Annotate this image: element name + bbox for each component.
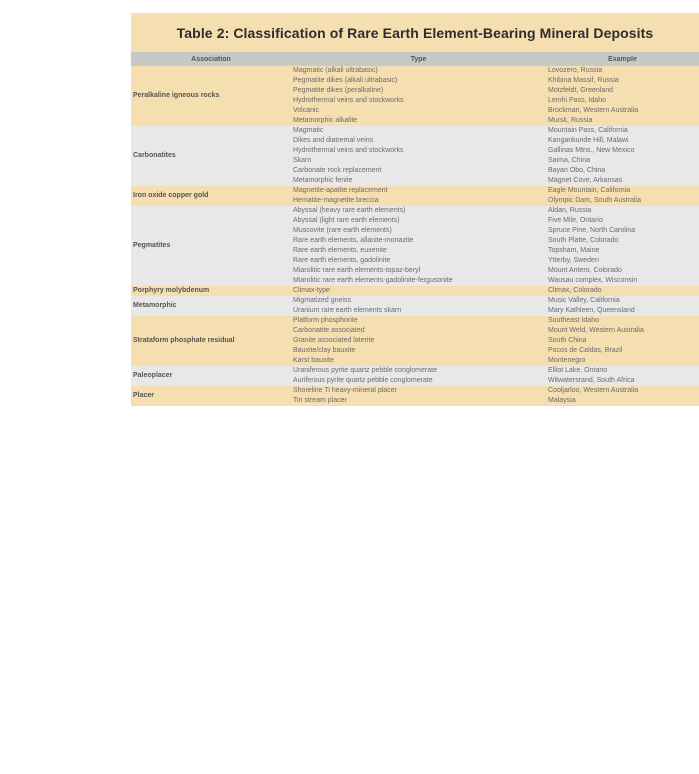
example-cell: South Platte, Colorado: [546, 236, 699, 246]
association-cell: Metamorphic: [131, 296, 291, 316]
example-cell: Topsham, Maine: [546, 246, 699, 256]
type-cell: Uraniferous pyrite quartz pebble conglomerate: [291, 366, 546, 376]
example-cell: Montenegro: [546, 356, 699, 366]
type-cell: Miarolitic rare earth elements-gadolinite-fergusonite: [291, 276, 546, 286]
classification-table: [131, 52, 699, 406]
table-row: [131, 296, 699, 306]
example-cell: Lemhi Pass, Idaho: [546, 96, 699, 106]
example-cell: Southeast Idaho: [546, 316, 699, 326]
type-cell: Rare earth elements, gadolinite: [291, 256, 546, 266]
type-cell: Rare earth elements, euxenite: [291, 246, 546, 256]
example-cell: Gallinas Mtns., New Mexico: [546, 146, 699, 156]
association-cell: Iron oxide copper gold: [131, 186, 291, 206]
example-cell: Mount Antero, Colorado: [546, 266, 699, 276]
example-cell: Wausau complex, Wisconsin: [546, 276, 699, 286]
header-row: [131, 52, 699, 66]
header-association: Association: [131, 52, 291, 66]
type-cell: Bauxite/clay bauxite: [291, 346, 546, 356]
type-cell: Abyssal (heavy rare earth elements): [291, 206, 546, 216]
type-cell: Magmatic: [291, 126, 546, 136]
type-cell: Pegmatite dikes (peralkaline): [291, 86, 546, 96]
example-cell: Magnet Cove, Arkansas: [546, 176, 699, 186]
table-title-bar: [131, 13, 699, 52]
example-cell: Eagle Mountain, California: [546, 186, 699, 196]
type-cell: Hydrothermal veins and stockworks: [291, 96, 546, 106]
type-cell: Miarolitic rare earth elements-topaz-beryl: [291, 266, 546, 276]
type-cell: Volcanic: [291, 106, 546, 116]
table-row: [131, 206, 699, 216]
example-cell: Saima, China: [546, 156, 699, 166]
example-cell: South China: [546, 336, 699, 346]
type-cell: Rare earth elements, allanite-monazite: [291, 236, 546, 246]
header-type: Type: [291, 52, 546, 66]
type-cell: Hematite-magnetite breccia: [291, 196, 546, 206]
example-cell: Brockman, Western Australia: [546, 106, 699, 116]
example-cell: Mursk, Russia: [546, 116, 699, 126]
example-cell: Kangankunde Hill, Malawi: [546, 136, 699, 146]
example-cell: Pocos de Caldas, Brazil: [546, 346, 699, 356]
example-cell: Mount Weld, Western Australia: [546, 326, 699, 336]
example-cell: Aldan, Russia: [546, 206, 699, 216]
example-cell: Spruce Pine, North Carolina: [546, 226, 699, 236]
association-cell: Pegmatites: [131, 206, 291, 286]
example-cell: Motzfeldt, Greenland: [546, 86, 699, 96]
table-row: [131, 126, 699, 136]
table-row: [131, 286, 699, 296]
example-cell: Malaysia: [546, 396, 699, 406]
type-cell: Uranium rare earth elements skarn: [291, 306, 546, 316]
type-cell: Muscovite (rare earth elements): [291, 226, 546, 236]
type-cell: Migmatized gneiss: [291, 296, 546, 306]
type-cell: Shoreline Ti heavy-mineral placer: [291, 386, 546, 396]
type-cell: Climax-type: [291, 286, 546, 296]
type-cell: Abyssal (light rare earth elements): [291, 216, 546, 226]
table-row: [131, 66, 699, 76]
table-title: Table 2: Classification of Rare Earth Element-Bearing Mineral Deposits: [176, 24, 654, 41]
example-cell: Witwatersrand, South Africa: [546, 376, 699, 386]
association-cell: Placer: [131, 386, 291, 406]
example-cell: Elliot Lake, Ontario: [546, 366, 699, 376]
association-cell: Paleoplacer: [131, 366, 291, 386]
table-row: [131, 186, 699, 196]
document-page: [131, 13, 699, 406]
type-cell: Magnetite-apatite replacement: [291, 186, 546, 196]
example-cell: Olympic Dam, South Australia: [546, 196, 699, 206]
example-cell: Cooljarloo, Western Australia: [546, 386, 699, 396]
example-cell: Five Mile, Ontario: [546, 216, 699, 226]
type-cell: Tin stream placer: [291, 396, 546, 406]
type-cell: Skarn: [291, 156, 546, 166]
association-cell: Carbonatites: [131, 126, 291, 186]
type-cell: Platform phosphorite: [291, 316, 546, 326]
type-cell: Hydrothermal veins and stockworks: [291, 146, 546, 156]
example-cell: Mary Kathleen, Queensland: [546, 306, 699, 316]
header-example: Example: [546, 52, 699, 66]
example-cell: Khibina Massif, Russia: [546, 76, 699, 86]
type-cell: Magmatic (alkali ultrabasic): [291, 66, 546, 76]
table-row: [131, 316, 699, 326]
association-cell: Porphyry molybdenum: [131, 286, 291, 296]
type-cell: Granite associated laterite: [291, 336, 546, 346]
type-cell: Dikes and diatremal veins: [291, 136, 546, 146]
type-cell: Pegmatite dikes (alkali ultrabasic): [291, 76, 546, 86]
type-cell: Metamorphic fenite: [291, 176, 546, 186]
association-cell: Strataform phosphate residual: [131, 316, 291, 366]
type-cell: Karst bauxite: [291, 356, 546, 366]
type-cell: Carbonatite associated: [291, 326, 546, 336]
association-cell: Peralkaline igneous rocks: [131, 66, 291, 126]
type-cell: Metamorphic alkalite: [291, 116, 546, 126]
type-cell: Carbonate rock replacement: [291, 166, 546, 176]
example-cell: Ytterby, Sweden: [546, 256, 699, 266]
type-cell: Auriferous pyrite quartz pebble conglomerate: [291, 376, 546, 386]
example-cell: Music Valley, California: [546, 296, 699, 306]
example-cell: Mountain Pass, California: [546, 126, 699, 136]
example-cell: Lovozero, Russia: [546, 66, 699, 76]
example-cell: Bayan Obo, China: [546, 166, 699, 176]
table-row: [131, 386, 699, 396]
example-cell: Climax, Colorado: [546, 286, 699, 296]
table-row: [131, 366, 699, 376]
table-body: [131, 66, 699, 406]
